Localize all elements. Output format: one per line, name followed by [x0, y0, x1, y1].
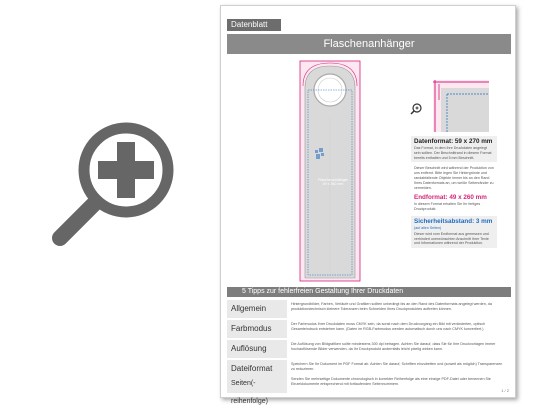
tip-text: Speichern Sie Ihr Dokument im PDF Format ab. Achten Sie darauf, Schriften einzubetten und (soweit als möglich) Transparenzen zu reduzieren. — [291, 362, 503, 371]
note-text: Dieser Beschnitt wird während der Produktion von uns entfernt. Bitte legen Sie Hintergründe und randabfallende Objekte immer bis an den Rand Ihres Datenformats an, um weiße Seitenränder zu vermeiden. — [414, 166, 494, 190]
datenformat-text: Das Format, in dem Ihre Druckdaten angelegt sein sollten. Der Beschnittrand in diesem Format bereits enthalten und 5 mm Beschnitt. — [414, 146, 492, 160]
corner-detail-diagram — [411, 78, 491, 134]
sicherheit-subheading: (auf allen Seiten) — [414, 225, 442, 230]
tag-label: Flaschenanhänger 49 x 260 mm — [318, 178, 348, 186]
sicherheit-heading: Sicherheitsabstand: 3 mm — [414, 217, 493, 225]
tip-label: Farbmodus — [227, 320, 287, 338]
page-number: 1 / 2 — [501, 388, 509, 393]
datasheet-page — [220, 5, 516, 405]
tip-row — [227, 375, 511, 405]
datenformat-heading: Datenformat: 59 x 270 mm — [414, 138, 493, 145]
tip-text: Senden Sie mehrseitige Dokumente chronologisch in korrekter Reihenfolge als eine einzige PDF-Datei oder benennen Sie Einzeldokumente entsprechend mit fortlaufenden Seitennummern. — [291, 377, 491, 386]
endformat-text: In diesem Format erhalten Sie Ihr fertiges Druckprodukt. — [414, 202, 481, 212]
tab-label: Datenblatt — [227, 19, 281, 31]
tip-label: Auflösung — [227, 340, 287, 358]
bottle-tag-diagram — [299, 60, 361, 282]
tip-label: Allgemein — [227, 300, 287, 318]
endformat-heading: Endformat: 49 x 260 mm — [414, 194, 487, 202]
tip-text: Die Auflösung von Bildgrafiken sollte mindestens 300 dpi betragen. Achten Sie darauf, dass Sie für Ihre Druckvorlagen immer hochauflösende Bilder verwenden, da Ihr Druckprodukt andernfalls leicht pixelig wirken kann. — [291, 342, 496, 351]
sicherheit-block — [411, 216, 497, 248]
tip-text: Hintergrundbilder, Farben, Verläufe und Grafiken sollten unbedingt bis an den Rand des Datenformats angelegt werden, da produktionstechnisch kleinere Toleranzen beim Schneiden Ihres Druckproduktes auftreten können. — [291, 302, 492, 311]
endformat-block — [411, 194, 497, 212]
tip-row — [227, 320, 511, 338]
zoom-in-icon[interactable] — [50, 104, 218, 272]
tip-row — [227, 300, 511, 318]
tip-text: Der Farbmodus Ihrer Druckdaten muss CMYK sein, da sonst nach dem Druckvorgang ein Bild mit veränderten, optisch Gesamteindruck entstehen kann. (Daten im RGB-Farbmodus werden automatisch durch uns nach CMYK konvertiert.) — [291, 322, 486, 331]
tip-row — [227, 340, 511, 358]
sicherheit-text: Dieser wird vom Endformat aus gemessen und verhindert unerwünschten Anschnitt Ihrer Texte und Informationen während der Produktion. — [414, 231, 489, 246]
tips-heading: 5 Tipps zur fehlerfreien Gestaltung Ihrer Druckdaten — [227, 287, 511, 297]
info-column — [411, 136, 497, 252]
page-title: Flaschenanhänger — [227, 34, 511, 54]
note-block — [411, 166, 497, 190]
datenformat-block — [411, 136, 497, 162]
tip-label: Seiten(-reihenfolge) — [227, 375, 287, 393]
tip-label: Dateiformat — [227, 360, 287, 378]
